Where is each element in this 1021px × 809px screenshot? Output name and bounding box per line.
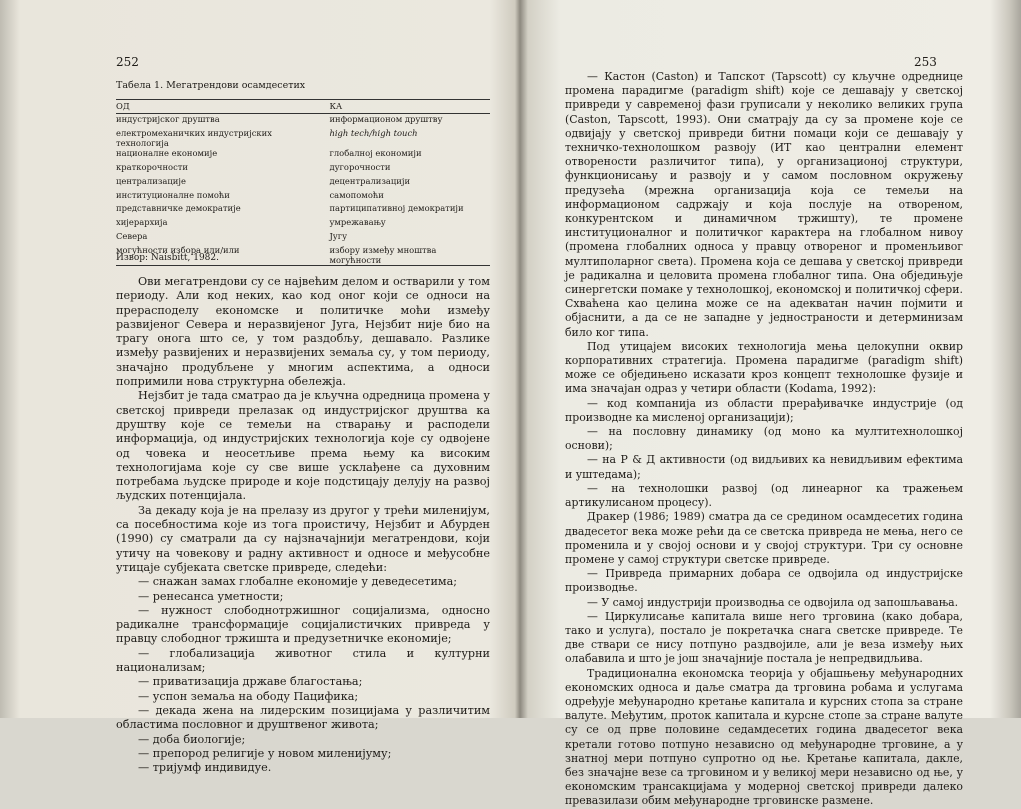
paragraph: Дракер (1986; 1989) сматра да се средином осамдесетих година двадесетог века може рећи да се светска привреда не мења, него се променила и у својој основи и у својој структури. Три су основне промене у самој структури светске привреде. <box>565 510 963 566</box>
megatrends-table <box>116 99 490 266</box>
paragraph: За декаду која је на прелазу из другог у трећи миленијум, са посебностима које из тога проистичу, Нејзбит и Абурден (1990) су сматрали да су најзначајнији мегатрендови, који утичу на човекову и радну активност и односе и међусобне утицаје субјеката светске привреде, следећи: <box>116 503 490 574</box>
page-number-right: 253 <box>914 55 937 69</box>
list-item: — код компанија из области прерађивачке индустрије (од производне ка мисленој организацији); <box>565 396 963 424</box>
right-body-text <box>565 70 963 809</box>
paragraph: Ови мегатрендови су се највећим делом и остварили у том периоду. Али код неких, као код оног који се односи на прерасподелу економске и политичке моћи између развијеног Севера и неразвијеног Југа, Нејзбит није био на трагу онога што се, у том раздобљу, дешавало. Разлике између развијених и неразвијених земаља су, у том периоду, значајно продубљене у многим аспектима, а односи попримили нова структурна обележја. <box>116 275 490 389</box>
paragraph: Нејзбит је тада сматрао да је кључна одредница промена у светској привреди прелазак од индустријског друштва ка друштву које се темељи на стварању и расподели информација, од индустријских технологија којe су одвојене од човека и неосетљиве према њему ка високим технологијама које су све више усклађене са духовним потребама људске природе и које подстицају делују на развој људских потенцијала. <box>116 389 490 503</box>
table-cell: самопомоћи <box>329 189 384 200</box>
list-item: — снажан замах глобалне економије у деведесетима; <box>138 575 458 589</box>
table-cell: краткорочности <box>116 161 188 172</box>
table-cell: електромеханичких индустријских технологија <box>116 127 272 148</box>
table-cell: националне економије <box>116 147 218 158</box>
list-item: — на технолошки развој (од линеарног ка тражењем артикулисаном процесу). <box>565 481 963 510</box>
table-cell: централизације <box>116 175 186 186</box>
table-cell: умрежавању <box>329 217 386 228</box>
left-body-text <box>116 275 490 775</box>
list-item: — тријумф индивидуе. <box>138 761 272 775</box>
table-row <box>116 162 490 176</box>
table-source: Извор: Naisbitt, 1982. <box>116 253 219 263</box>
left-page <box>0 0 518 775</box>
table-cell: глобалној економији <box>329 147 422 158</box>
list-item: — успон земаља на ободу Пацифика; <box>138 689 359 703</box>
list-item: — на пословну динамику (од моно ка мултитехнолошкој основи); <box>565 425 963 453</box>
column-header-to: КА <box>325 100 490 114</box>
paragraph: — Кастон (Caston) и Тапскот (Tapscott) су кључне одреднице промена парадигме (paradigm shift) које се дешавају у светској привреди у савременој фази груписали у неколико великих група (Caston, Tapscott, 1993). Они сматрају да су за промене које се одвијају у светској привреди битни помаци који се дешавају у техничко-технолошком развоју (ИТ као централни елемент отворености различитог типа), у организационој структури, функционисању и развоју и у самом пословном окружењу предузећа (мрежна организација која се темељи на информационом садржају и која послује на отвореном, конкурентском и динамичном тржишту), те промене институционалног и политичког карактера на глобалном нивоу (промена глобалних односа у правцу отвореног и променљивог мултиполарног света). Промена која се дешава у светској привреди је радикална и целовита промена глобалног типа. Она обједињује синергетски помаке у технолошкој, економској и политичкој сфери. Схваћена као целина може се на адекватан начин појмити и објаснити, а да се не западне у једностраности и детерминизам било ког типа. <box>565 70 963 339</box>
list-item: — нужност слободнотржишног социјализма, односно радикалне трансформације социјалистичких привреда у правцу слободног тржишта и предузетничке економије; <box>116 603 490 646</box>
table-cell: хијерархија <box>116 217 168 228</box>
table-caption: Табела 1. Мегатрендови осамдесетих <box>116 80 306 91</box>
list-item: — Циркулисање капитала више него трговина (како добара, тако и услуга), постало је покретачка снага светске привреде. Те две ствари се нису потпуно раздвојиле, али је веза између њих олабавила и што је још значајније постала је непредвидљива. <box>565 609 963 666</box>
list-item: — препород религије у новом миленијуму; <box>138 746 392 760</box>
table-cell: high tech/high touch <box>329 127 418 138</box>
table-cell: дугорочности <box>329 161 391 172</box>
table-cell: Севера <box>116 231 148 242</box>
list-item: — декада жена на лидерским позицијама у различитим областима пословног и друштвеног живота; <box>116 703 490 732</box>
table-cell: партиципативној демократији <box>329 203 464 214</box>
list-item: — на Р & Д активности (од видљивих ка невидљивим ефектима и уштедама); <box>565 453 963 481</box>
column-header-from: ОД <box>116 100 325 114</box>
table-row <box>116 148 490 162</box>
list-item: — приватизација државе благостања; <box>138 675 363 689</box>
paragraph: Под утицајем високих технологија мења целокупни оквир корпоративних стратегија. Промена парадигме (paradigm shift) може се обједињено исказати кроз концепт технолошке фузије и има значајан одраз у четири области (Kodama, 1992): <box>565 339 963 396</box>
table-cell: индустријског друштва <box>116 114 220 124</box>
table-cell: децентрализацији <box>329 175 411 186</box>
list-item: — ренесанса уметности; <box>138 589 284 603</box>
table-row <box>116 203 490 217</box>
table-row <box>116 231 490 245</box>
table-cell: могућности избора или/или <box>116 245 325 266</box>
table-cell: избору између мноштва могућности <box>325 245 490 266</box>
list-item: — Привреда примарних добара се одвојила од индустријске производње. <box>565 567 963 595</box>
table-cell: институционалне помоћи <box>116 189 230 200</box>
list-item: — доба биологије; <box>138 732 246 746</box>
table-cell: информационом друштву <box>329 114 443 124</box>
right-page <box>522 0 1021 808</box>
table-header-row <box>116 100 490 114</box>
table-row <box>116 217 490 231</box>
table-row <box>116 190 490 204</box>
table-row <box>116 128 490 148</box>
table-cell: Југу <box>329 231 348 242</box>
table-row <box>116 176 490 190</box>
paragraph: Традиционална економска теорија у објашњењу међународних економских односа и даље сматра да трговина робама и услугама одређује међународно кретање капитала и курсних стопа за стране валуте. Међутим, проток капитала и курсне стопе за стране валуте су се од прве половине седамдесетих година двадесетог века кретали готово потпуно независно од међународне трговине, а у знатној мери потпуно супротно од ње. Кретање капитала, дакле, без значајне везе са трговином и у великој мери независно од ње, у економским трансакцијама у модерној светској привреди далеко превазилази обим међународне трговинске размене. <box>565 666 963 808</box>
table-cell: представничке демократије <box>116 203 241 214</box>
list-item: — У самој индустрији производња се одвојила од запошљавања. <box>587 595 959 609</box>
page-number-left: 252 <box>116 55 139 69</box>
list-item: — глобализација животног стила и културни национализам; <box>116 646 490 675</box>
table-row <box>116 114 490 128</box>
